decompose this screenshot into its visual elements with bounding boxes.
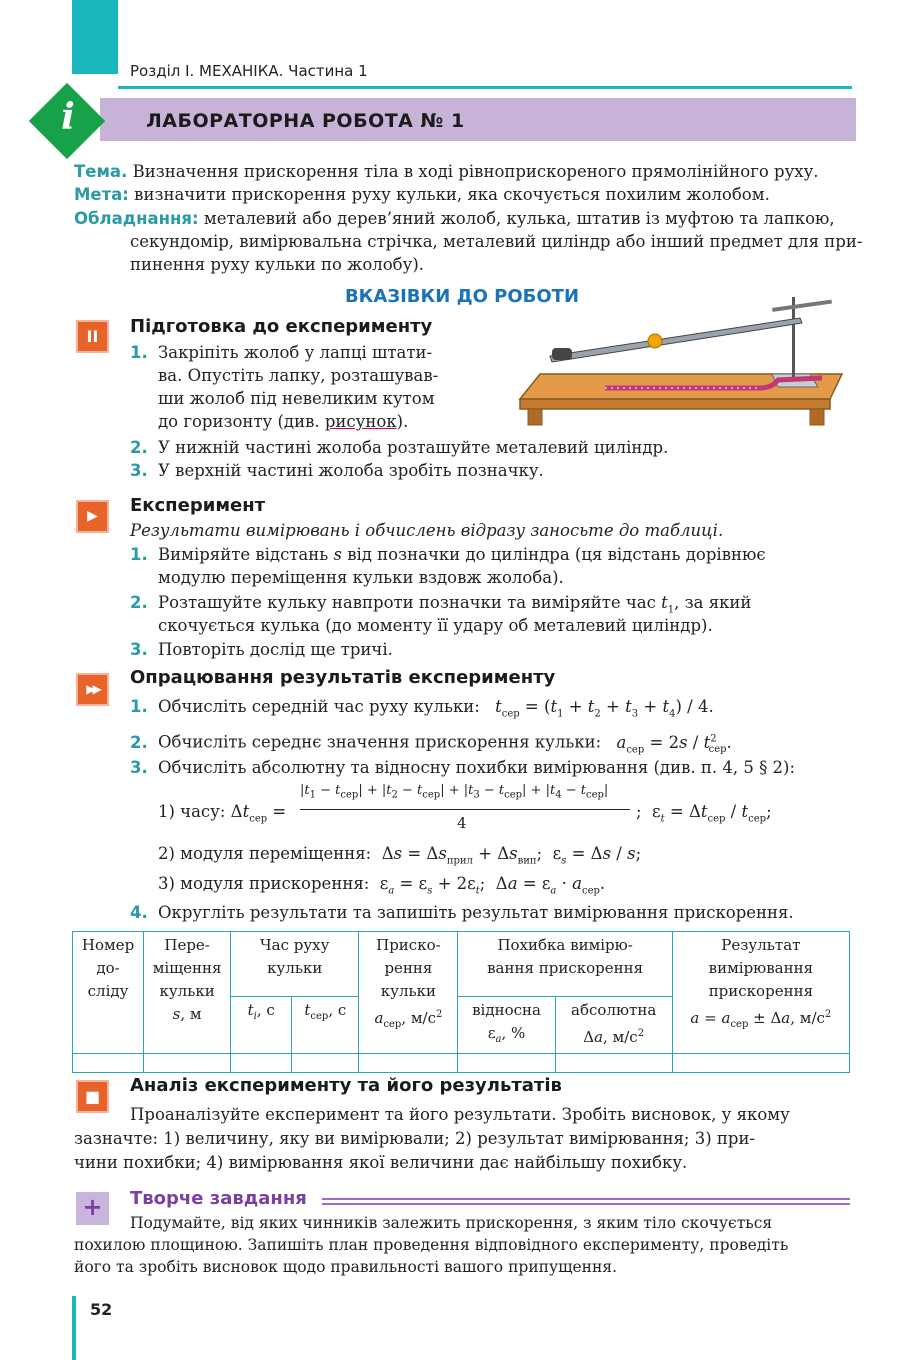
- formula-time-numerator: $|t_1 - t_{сер}| + |t_2 - t_{сер}| + |t_3 - t_{сер}| + |t_4 - t_{сер}|$: [300, 783, 609, 801]
- formula-time-relative: ; $\varepsilon_t = \Delta t_{сер} / t_{сер}$;: [636, 802, 772, 825]
- processing-step-3: 3. Обчисліть абсолютну та відносну похибки вимірювання (див. п. 4, 5 § 2):: [130, 758, 796, 777]
- page-number-bar: [72, 1296, 76, 1360]
- processing-step-2: 2. Обчисліть середнє значення прискорення кульки: $a_{сер} = 2s / t^2_{сер}$.: [130, 732, 732, 755]
- experiment-step-1-l2: модулю переміщення кульки вздовж жолоба).: [158, 568, 564, 587]
- experiment-subtitle: Результати вимірювань і обчислень відразу заносьте до таблиці.: [130, 521, 724, 540]
- goal-text: визначити прискорення руху кульки, яка скочується похилим жолобом.: [134, 185, 770, 204]
- col-result: Результат вимірювання прискорення $a = a_{сер} \pm \Delta a$, $м/с^2$: [672, 932, 849, 1054]
- col-trial-number: Номер до- сліду: [73, 932, 144, 1054]
- col-displacement: Пере- міщення кульки s, м: [144, 932, 231, 1054]
- col-error-absolute: абсолютна Δa, $м/с^2$: [555, 997, 672, 1054]
- section-header: Розділ І. МЕХАНІКА. Частина 1: [130, 62, 368, 80]
- play-icon: ▶: [76, 500, 109, 533]
- experiment-title: Експеримент: [130, 495, 266, 516]
- experiment-step-2-l2: скочується кулька (до моменту її удару об металевий циліндр).: [158, 616, 713, 635]
- analysis-title: Аналіз експерименту та його результатів: [130, 1075, 562, 1096]
- equipment-text-2: секундомір, вимірювальна стрічка, металевий циліндр або інший предмет для при-: [130, 232, 863, 251]
- results-table: [72, 931, 850, 1073]
- formula-time-denominator: 4: [457, 814, 467, 832]
- figure-link[interactable]: рисунок: [324, 412, 397, 431]
- table-cell: [458, 1054, 555, 1073]
- creative-line-3: його та зробіть висновок щодо правильності вашого припущення.: [74, 1258, 618, 1276]
- col-acceleration: Приско- рення кульки $a_{сер}$, $м/с^2$: [359, 932, 458, 1054]
- prep-step-2: 2. У нижній частині жолоба розташуйте металевий циліндр.: [130, 438, 669, 457]
- lab-title: ЛАБОРАТОРНА РОБОТА № 1: [146, 110, 465, 132]
- formula-time-label: 1) часу: $\Delta t_{сер}$ =: [158, 802, 287, 825]
- goal-label: Мета:: [74, 185, 129, 204]
- fast-forward-icon: ▶▶: [76, 673, 109, 706]
- creative-rule-top: [322, 1198, 850, 1200]
- formula-acceleration: 3) модуля прискорення: $\varepsilon_a = \varepsilon_s + 2\varepsilon_t$; $\Delta a = \varepsilon_a \cdot a_{сер}$.: [158, 874, 606, 897]
- header-color-block: [72, 0, 118, 74]
- plus-icon: +: [76, 1192, 109, 1225]
- header-divider: [118, 86, 852, 89]
- experiment-step-2: 2. Розташуйте кульку навпроти позначки та виміряйте час $t_1$, за який: [130, 593, 752, 616]
- table-cell: [555, 1054, 672, 1073]
- instructions-heading: ВКАЗІВКИ ДО РОБОТИ: [344, 286, 580, 307]
- prep-step-1-l3: ши жолоб під невеликим кутом: [158, 389, 435, 408]
- topic-label: Тема.: [74, 162, 128, 181]
- pause-icon: II: [76, 320, 109, 353]
- fraction-bar: [300, 809, 630, 810]
- table-cell: [231, 1054, 292, 1073]
- equipment-text-3: пинення руху кульки по жолобу).: [130, 255, 425, 274]
- col-error: Похибка вимірю- вання прискорення: [458, 932, 672, 997]
- prep-step-1-l4: до горизонту (див. рисунок).: [158, 412, 409, 431]
- prep-title: Підготовка до експерименту: [130, 316, 433, 337]
- col-time-ti: $t_i$, с: [231, 997, 292, 1054]
- table-cell: [359, 1054, 458, 1073]
- equipment-label: Обладнання:: [74, 209, 199, 228]
- equipment-line: [74, 207, 835, 230]
- formula-displacement: 2) модуля переміщення: $\Delta s = \Delta s_{прил} + \Delta s_{вип}$; $\varepsilon_s = \Delta s / s$;: [158, 844, 642, 867]
- analysis-line-3: чини похибки; 4) вимірювання якої величини дає найбільшу похибку.: [74, 1153, 688, 1172]
- page-number: 52: [90, 1300, 113, 1319]
- col-time: Час руху кульки: [231, 932, 359, 997]
- topic-line: [74, 160, 819, 183]
- experiment-step-3: 3. Повторіть дослід ще тричі.: [130, 640, 393, 659]
- creative-line-1: Подумайте, від яких чинників залежить прискорення, з яким тіло скочується: [130, 1214, 773, 1232]
- prep-step-1-l2: ва. Опустіть лапку, розташував-: [158, 366, 439, 385]
- processing-step-1: 1. Обчисліть середній час руху кульки: $t_{сер} = (t_1 + t_2 + t_3 + t_4) / 4$.: [130, 697, 714, 720]
- col-time-tavg: $t_{сер}$, с: [292, 997, 359, 1054]
- experiment-step-1: 1. Виміряйте відстань s від позначки до циліндра (ця відстань дорівнює: [130, 545, 766, 564]
- stop-icon: ■: [76, 1080, 109, 1113]
- inclined-trough-illustration: [510, 292, 850, 432]
- creative-title: Творче завдання: [130, 1188, 307, 1209]
- analysis-line-1: Проаналізуйте експеримент та його результати. Зробіть висновок, у якому: [130, 1105, 790, 1124]
- prep-step-1: 1. Закріпіть жолоб у лапці штати-: [130, 343, 433, 362]
- processing-title: Опрацювання результатів експерименту: [130, 667, 556, 688]
- topic-text: Визначення прискорення тіла в ході рівноприскореного прямолінійного руху.: [132, 162, 819, 181]
- creative-line-2: похилою площиною. Запишіть план проведення відповідного експерименту, проведіть: [74, 1236, 789, 1254]
- goal-line: [74, 183, 770, 206]
- info-icon-letter: i: [61, 96, 75, 138]
- equipment-text-1: металевий або дерев’яний жолоб, кулька, штатив із муфтою та лапкою,: [203, 209, 835, 228]
- analysis-line-2: зазначте: 1) величину, яку ви вимірювали; 2) результат вимірювання; 3) при-: [74, 1129, 756, 1148]
- creative-rule-bottom: [322, 1203, 850, 1205]
- table-cell: [144, 1054, 231, 1073]
- col-error-relative: відносна $\varepsilon_a$, %: [458, 997, 555, 1054]
- table-cell: [73, 1054, 144, 1073]
- prep-step-3: 3. У верхній частині жолоба зробіть позначку.: [130, 461, 544, 480]
- table-cell: [672, 1054, 849, 1073]
- processing-step-4: 4. Округліть результати та запишіть результат вимірювання прискорення.: [130, 903, 794, 922]
- table-cell: [292, 1054, 359, 1073]
